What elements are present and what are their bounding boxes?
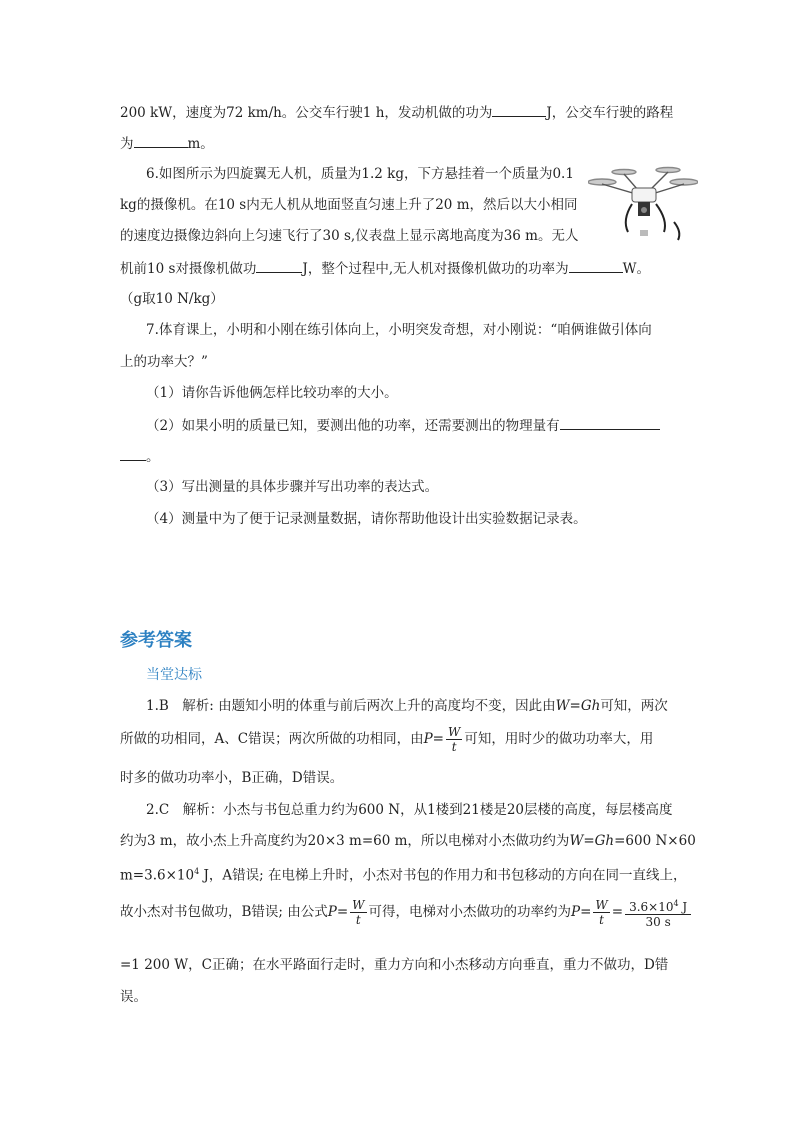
q7-line2: 上的功率大？” <box>120 354 208 370</box>
fraction-w-over-t: $\frac{W}{t}$ <box>595 898 608 927</box>
q6-line3: 的速度边摄像边斜向上匀速飞行了30 s,仪表盘上显示离地高度为36 m。无人 <box>120 228 579 244</box>
q6-line4: 机前10 s对摄像机做功 J，整个过程中,无人机对摄像机做功的功率为 W。 <box>120 258 650 279</box>
fraction-w-over-t: $\frac{W}{t}$ <box>352 898 365 927</box>
q7-sub4: （4）测量中为了便于记录测量数据，请你帮助他设计出实验数据记录表。 <box>146 511 587 527</box>
q5-line1: 200 kW，速度为72 km/h。公交车行驶1 h，发动机做的功为 J，公交车行驶的路程 <box>120 102 673 123</box>
q7-sub2-cont: 。 <box>120 446 160 467</box>
a2-line4: 故小杰对书包做功，B错误; 由公式P= $\frac{W}{t}$ 可得，电梯对小杰做功的功率约为P= $\frac{W}{t}$ = $\frac{3.6\times 10^4 J}{30 s}$ <box>120 892 693 932</box>
a1-line3: 时多的做功功率小，B正确，D错误。 <box>120 770 344 786</box>
a2-line2: 约为3 m，故小杰上升高度约为20×3 m=60 m，所以电梯对小杰做功约为W=Gh=600 N×60 <box>120 833 696 849</box>
q6-line5: （g取10 N/kg） <box>120 291 224 307</box>
fraction-w-over-t: $\frac{W}{t}$ <box>447 725 461 754</box>
answer-blank <box>560 415 660 430</box>
answer-blank <box>134 133 188 148</box>
a2-line3: $m=3.6\times 10^4$ J，A错误; 在电梯上升时，小杰对书包的作用力和书包移动的方向在同一直线上， <box>120 867 687 884</box>
answer-blank <box>256 258 302 273</box>
q5-line2: 为 m。 <box>120 133 214 154</box>
q7-sub1: （1）请你告诉他俩怎样比较功率的大小。 <box>146 385 398 401</box>
answer-blank <box>569 258 623 273</box>
q6-line1: 6.如图所示为四旋翼无人机，质量为1.2 kg，下方悬挂着一个质量为0.1 <box>146 166 574 182</box>
answer-blank <box>492 102 546 117</box>
q7-line1: 7.体育课上，小明和小刚在练引体向上，小明突发奇想，对小刚说：“咱俩谁做引体向 <box>146 322 652 338</box>
q7-sub2: （2）如果小明的质量已知，要测出他的功率，还需要测出的物理量有 <box>146 415 660 436</box>
a2-line5: =1 200 W，C正确；在水平路面行走时，重力方向和小杰移动方向垂直，重力不做功，D错 <box>120 957 669 973</box>
a2-line6: 误。 <box>120 989 147 1005</box>
answers-subtitle: 当堂达标 <box>146 667 202 683</box>
a2-line1: 2.C 解析：小杰与书包总重力约为600 N，从1楼到21楼是20层楼的高度，每层楼高度 <box>146 802 673 818</box>
a1-line2: 所做的功相同，A、C错误；两次所做的功相同，由P= $\frac{W}{t}$ 可知，用时少的做功功率大，用 <box>120 725 654 754</box>
q7-sub3: （3）写出测量的具体步骤并写出功率的表达式。 <box>146 479 439 495</box>
drone-illustration <box>588 160 698 250</box>
a1-line1: 1.B 解析: 由题知小明的体重与前后两次上升的高度均不变，因此由W=Gh可知，两次 <box>146 698 668 714</box>
answers-title: 参考答案 <box>120 630 192 651</box>
fraction-power-value: $\frac{3.6\times 10^4 J}{30 s}$ <box>625 897 691 929</box>
q6-line2: kg的摄像机。在10 s内无人机从地面竖直匀速上升了20 m，然后以大小相同 <box>120 197 578 213</box>
answer-blank <box>120 446 146 461</box>
